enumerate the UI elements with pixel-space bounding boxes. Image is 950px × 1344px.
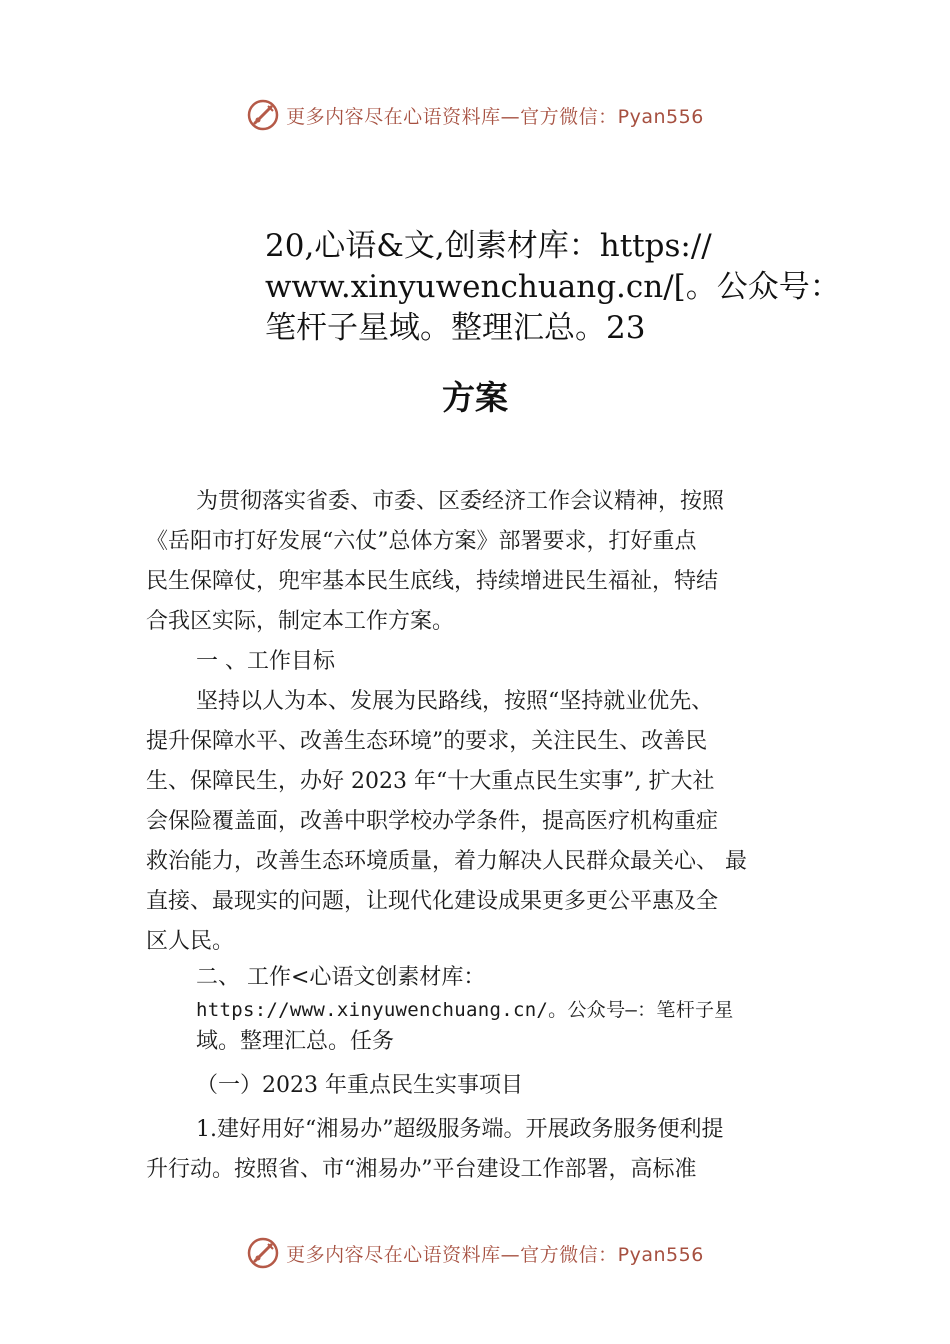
text-line: 升行动。按照省、市“湘易办”平台建设工作部署，高标准 <box>146 1157 697 1182</box>
pen-seal-icon <box>246 1236 280 1270</box>
top-watermark-banner <box>0 95 950 135</box>
text-line: 二、 工作<心语文创素材库： <box>196 965 486 990</box>
section1-paragraph <box>146 682 811 962</box>
section-heading-1: 一 、工作目标 <box>196 649 335 674</box>
text-line: 《岳阳市打好发展“六仗”总体方案》部署要求，打好重点 <box>146 529 697 554</box>
document-body <box>146 482 811 1190</box>
text-line: 域。整理汇总。任务 <box>196 1029 395 1054</box>
text-line: 生、保障民生，办好 2023 年“十大重点民生实事”, 扩大社 <box>146 769 715 794</box>
doc-heading <box>265 226 841 349</box>
text-line: 民生保障仗，兜牢基本民生底线，持续增进民生福祉，特结 <box>146 569 719 594</box>
heading-line: 20,心语&文,创素材库：https:// <box>265 228 712 264</box>
banner-text: 更多内容尽在心语资料库—官方微信：Pyan556 <box>286 1243 704 1266</box>
text-line: 1.建好用好“湘易办”超级服务端。开展政务服务便利提 <box>196 1117 724 1142</box>
bottom-watermark-banner <box>0 1233 950 1273</box>
text-line: 提升保障水平、改善生态环境”的要求，关注民生、改善民 <box>146 729 708 754</box>
text-line: 会保险覆盖面，改善中职学校办学条件，提高医疗机构重症 <box>146 809 719 834</box>
banner-text: 更多内容尽在心语资料库—官方微信：Pyan556 <box>286 105 704 128</box>
text-line: 救治能力，改善生态环境质量，着力解决人民群众最关心、 最 <box>146 849 747 874</box>
intro-paragraph <box>146 482 811 642</box>
text-line: 区人民。 <box>146 929 235 954</box>
text-line: 为贯彻落实省委、市委、区委经济工作会议精神，按照 <box>196 489 725 514</box>
heading-line: www.xinyuwenchuang.cn/[。公众号： <box>265 269 841 305</box>
text-line: 坚持以人为本、发展为民路线，按照“坚持就业优先、 <box>196 689 714 714</box>
section-heading-2 <box>146 962 811 1058</box>
pen-seal-icon <box>246 98 280 132</box>
heading-line: 笔杆子星域。整理汇总。23 <box>265 310 646 346</box>
text-line: 直接、最现实的问题，让现代化建设成果更多更公平惠及全 <box>146 889 719 914</box>
text-line: 合我区实际，制定本工作方案。 <box>146 609 455 634</box>
page-title: 方案 <box>442 378 508 417</box>
text-line: https://www.xinyuwenchuang.cn/。公众号—：笔杆子星 <box>196 999 734 1021</box>
subsection-heading: （一）2023 年重点民生实事项目 <box>196 1073 523 1098</box>
item1-paragraph <box>146 1110 811 1190</box>
